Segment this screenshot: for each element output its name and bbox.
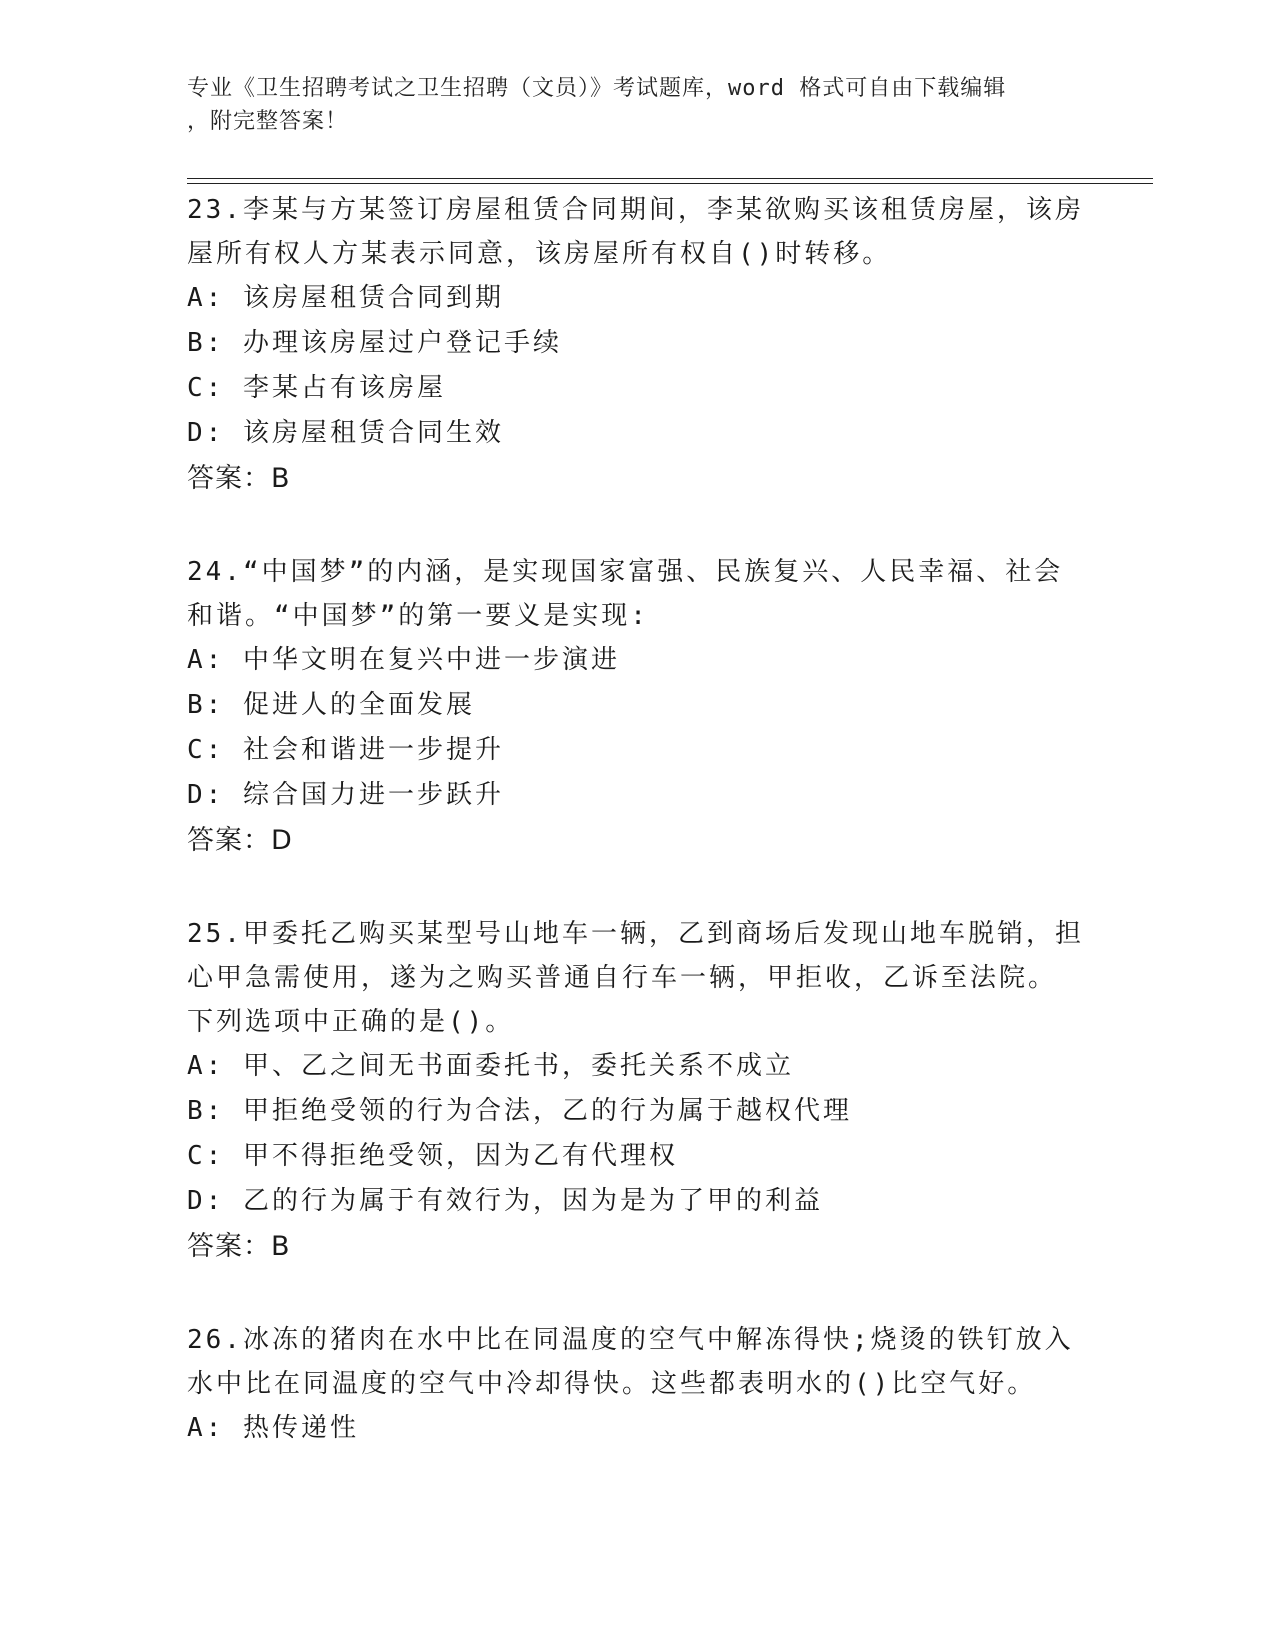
question-25 xyxy=(187,912,1087,1270)
option-c: C: 社会和谐进一步提升 xyxy=(187,735,504,765)
question-stem-line: 屋所有权人方某表示同意，该房屋所有权自()时转移。 xyxy=(187,239,892,269)
question-stem-line: 和谐。“中国梦”的第一要义是实现: xyxy=(187,601,649,631)
option-a: A: 甲、乙之间无书面委托书，委托关系不成立 xyxy=(187,1051,794,1081)
question-23 xyxy=(187,188,1087,502)
answer-line: 答案：D xyxy=(187,825,293,856)
document-header xyxy=(187,72,1067,138)
header-divider-bottom xyxy=(187,183,1153,184)
option-b: B: 甲拒绝受领的行为合法，乙的行为属于越权代理 xyxy=(187,1096,852,1126)
option-c: C: 甲不得拒绝受领，因为乙有代理权 xyxy=(187,1141,678,1171)
question-stem-line: 心甲急需使用，遂为之购买普通自行车一辆，甲拒收，乙诉至法院。 xyxy=(187,963,1058,993)
question-26 xyxy=(187,1318,1087,1451)
question-24 xyxy=(187,550,1087,864)
answer-line: 答案：B xyxy=(187,1231,291,1262)
header-line-2: ，附完整答案！ xyxy=(187,109,349,134)
option-a: A: 热传递性 xyxy=(187,1413,359,1443)
option-d: D: 乙的行为属于有效行为，因为是为了甲的利益 xyxy=(187,1186,823,1216)
question-stem-line: 24.“中国梦”的内涵，是实现国家富强、民族复兴、人民幸福、社会 xyxy=(187,557,1064,587)
answer-line: 答案：B xyxy=(187,463,291,494)
header-line-1: 专业《卫生招聘考试之卫生招聘（文员）》考试题库，word 格式可自由下载编辑 xyxy=(187,76,1007,101)
option-d: D: 综合国力进一步跃升 xyxy=(187,780,504,810)
option-c: C: 李某占有该房屋 xyxy=(187,373,446,403)
question-list xyxy=(187,188,1087,1499)
option-a: A: 该房屋租赁合同到期 xyxy=(187,283,504,313)
question-stem-line: 25.甲委托乙购买某型号山地车一辆，乙到商场后发现山地车脱销，担 xyxy=(187,919,1084,949)
option-b: B: 促进人的全面发展 xyxy=(187,690,475,720)
option-a: A: 中华文明在复兴中进一步演进 xyxy=(187,645,620,675)
question-stem-line: 26.冰冻的猪肉在水中比在同温度的空气中解冻得快;烧烫的铁钉放入 xyxy=(187,1325,1074,1355)
option-d: D: 该房屋租赁合同生效 xyxy=(187,418,504,448)
question-stem-line: 23.李某与方某签订房屋租赁合同期间，李某欲购买该租赁房屋，该房 xyxy=(187,195,1084,225)
option-b: B: 办理该房屋过户登记手续 xyxy=(187,328,562,358)
question-stem-line: 下列选项中正确的是()。 xyxy=(187,1007,515,1037)
question-stem-line: 水中比在同温度的空气中冷却得快。这些都表明水的()比空气好。 xyxy=(187,1369,1037,1399)
header-divider-top xyxy=(187,178,1153,179)
